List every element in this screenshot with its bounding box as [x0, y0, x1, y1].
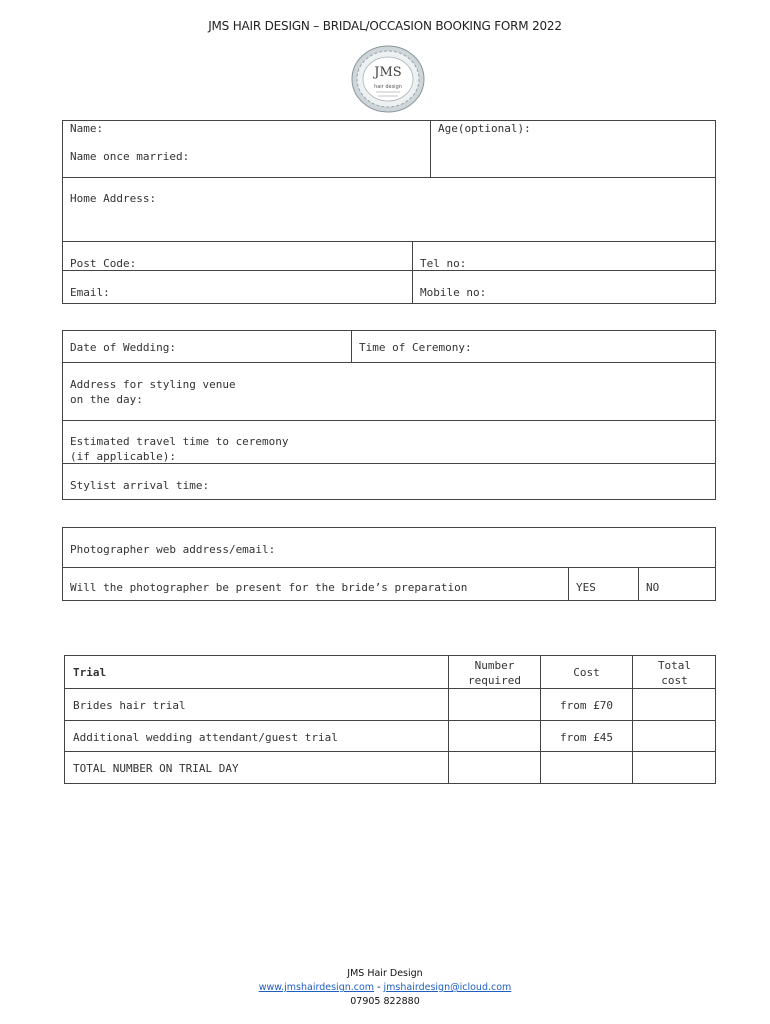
ceremony-time-field[interactable]: Time of Ceremony: [359, 341, 472, 354]
cost-header: Cost [573, 666, 600, 679]
married-name-field[interactable]: Name once married: [70, 150, 190, 163]
yes-option[interactable]: YES [576, 581, 596, 594]
no-option[interactable]: NO [646, 581, 660, 594]
table-row-cost: from £45 [560, 731, 613, 744]
jms-logo [350, 44, 426, 114]
personal-details-box [62, 120, 716, 304]
table-row-label: TOTAL NUMBER ON TRIAL DAY [73, 762, 239, 775]
footer-separator: - [374, 982, 384, 993]
age-field[interactable]: Age(optional): [438, 122, 531, 135]
email-link[interactable]: jmshairdesign@icloud.com [383, 982, 512, 993]
email-field[interactable]: Email: [70, 286, 110, 299]
name-field[interactable]: Name: [70, 122, 104, 135]
arrival-time-field[interactable]: Stylist arrival time: [70, 479, 210, 492]
logo-text: JMS [374, 65, 402, 80]
form-title: JMS HAIR DESIGN – BRIDAL/OCCASION BOOKING FORM 2022 [208, 19, 562, 33]
post-code-field[interactable]: Post Code: [70, 257, 137, 270]
photographer-present-question: Will the photographer be present for the bride’s preparation [70, 581, 468, 594]
footer-name: JMS Hair Design [347, 968, 423, 979]
mobile-field[interactable]: Mobile no: [420, 286, 487, 299]
wedding-date-field[interactable]: Date of Wedding: [70, 341, 176, 354]
wedding-details-box [62, 330, 716, 500]
total-cost-header: Total cost [657, 659, 692, 687]
footer-links [0, 982, 770, 993]
table-row-label: Additional wedding attendant/guest trial [73, 731, 338, 744]
home-address-field[interactable]: Home Address: [70, 192, 157, 205]
table-row-label: Brides hair trial [73, 699, 186, 712]
trial-header: Trial [73, 666, 107, 679]
logo-sub: hair design [374, 84, 402, 90]
footer-phone: 07905 822880 [350, 996, 420, 1007]
table-row-cost: from £70 [560, 699, 613, 712]
tel-field[interactable]: Tel no: [420, 257, 467, 270]
travel-time-field[interactable]: Estimated travel time to ceremony (if applicable): [70, 435, 289, 463]
photographer-web-field[interactable]: Photographer web address/email: [70, 543, 276, 556]
number-required-header: Number required [468, 659, 521, 687]
styling-venue-field[interactable]: Address for styling venue on the day: [70, 378, 236, 406]
website-link[interactable]: www.jmshairdesign.com [258, 982, 375, 993]
